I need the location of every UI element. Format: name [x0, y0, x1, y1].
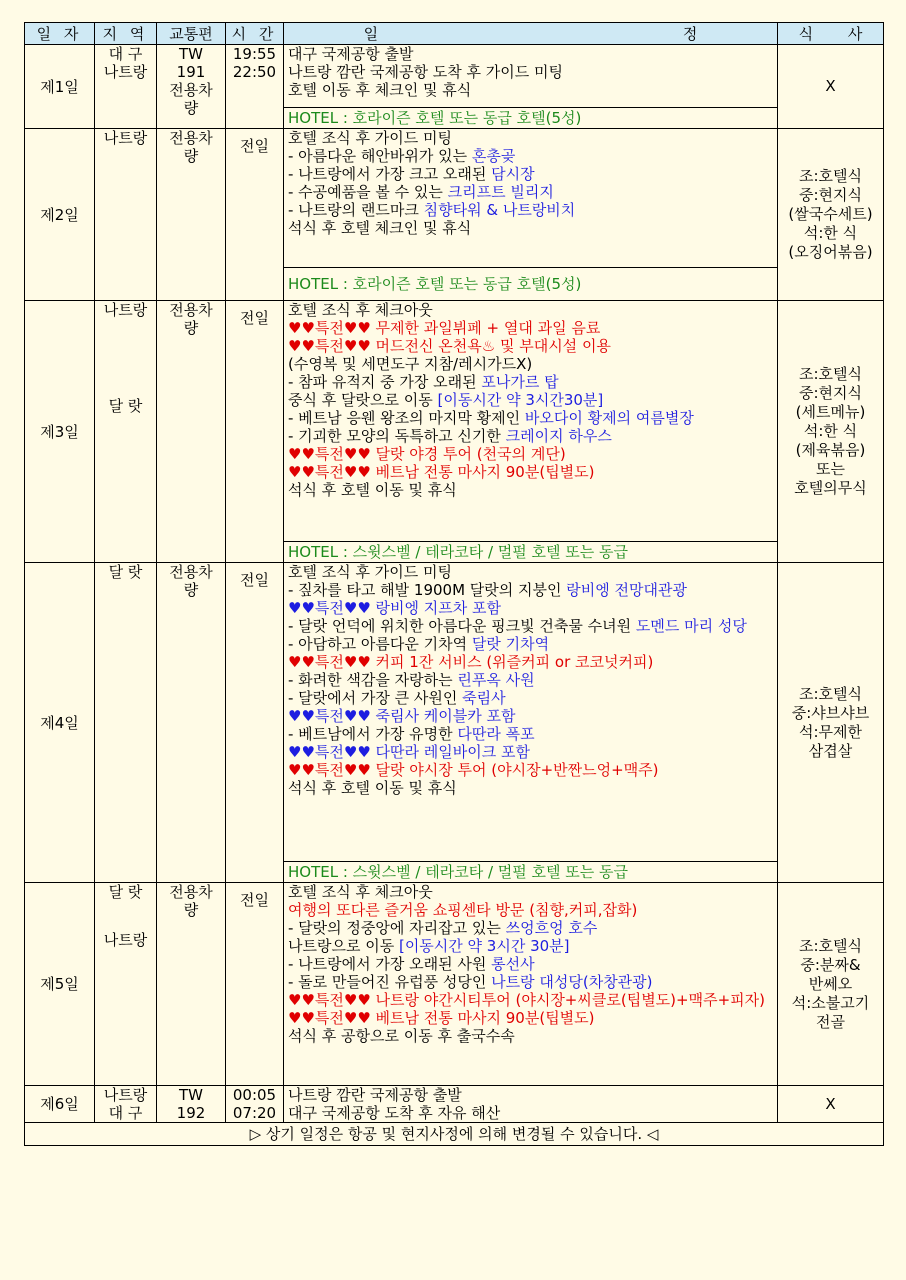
schedule-highlight: 침향타워 & 나트랑비치 — [423, 201, 576, 219]
transport-line: 량 — [183, 99, 199, 117]
schedule-cell — [284, 45, 778, 108]
schedule-text: ♥♥특전♥♥ 무제한 과일뷔페 + 열대 과일 음료 — [288, 319, 601, 337]
day-label: 제5일 — [25, 883, 95, 1086]
schedule-text: - 아름다운 해안바위가 있는 — [288, 147, 472, 165]
transport-cell — [157, 1086, 226, 1123]
transport-line: 량 — [183, 581, 199, 599]
schedule-text: ♥♥특전♥♥ 달랏 야경 투어 (천국의 계단) — [288, 445, 566, 463]
schedule-text: ♥♥특전♥♥ 나트랑 야간시티투어 (야시장+씨클로(팁별도)+맥주+피자) — [288, 991, 765, 1009]
schedule-text: - 화려한 색감을 자랑하는 — [288, 671, 458, 689]
schedule-text: 호텔 이동 후 체크인 및 휴식 — [288, 81, 472, 99]
schedule-text: ♥♥특전♥♥ 커피 1잔 서비스 (위즐커피 or 코코넛커피) — [288, 653, 654, 671]
region-line: 달 랏 — [108, 563, 143, 581]
time-line: 07:20 — [232, 1104, 277, 1122]
transport-line: 량 — [183, 319, 199, 337]
schedule-text: - 아담하고 아름다운 기차역 — [288, 635, 472, 653]
schedule-line — [288, 165, 777, 183]
region-line: 달 랏 — [108, 883, 143, 901]
schedule-line — [288, 581, 777, 599]
schedule-text: - 달랏의 정중앙에 자리잡고 있는 — [288, 919, 506, 937]
schedule-text: - 나트랑에서 가장 크고 오래된 — [288, 165, 492, 183]
schedule-line — [288, 445, 777, 463]
schedule-line — [288, 599, 777, 617]
schedule-highlight: [이동시간 약 3시간30분] — [437, 391, 604, 409]
time-cell — [226, 45, 284, 129]
schedule-line — [288, 409, 777, 427]
meal-line: 전골 — [816, 1012, 845, 1031]
schedule-line — [288, 391, 777, 409]
meal-line: 중:현지식 — [798, 186, 862, 204]
schedule-line — [288, 81, 777, 99]
meal-line: 석:한 식 — [803, 224, 858, 242]
hotel-line: HOTEL : 호라이즌 호텔 또는 동급 호텔(5성) — [284, 268, 778, 301]
schedule-line — [288, 337, 777, 355]
header-row — [25, 23, 884, 45]
schedule-line — [288, 973, 777, 991]
transport-line: 전용차 — [169, 563, 213, 581]
meal-line: 석:무제한 — [798, 722, 862, 741]
meal-line: 석:한 식 — [803, 422, 858, 440]
schedule-line — [288, 919, 777, 937]
schedule-text: ♥♥특전♥♥ 달랏 야시장 투어 (야시장+반짠느엉+맥주) — [288, 761, 659, 779]
schedule-line — [288, 319, 777, 337]
schedule-line — [288, 901, 777, 919]
schedule-highlight: 담시장 — [491, 165, 535, 183]
schedule-line — [288, 427, 777, 445]
schedule-highlight: 롱선사 — [491, 955, 535, 973]
schedule-text: 호텔 조식 후 체크아웃 — [288, 883, 433, 901]
schedule-highlight: 나트랑 대성당(차창관광) — [491, 973, 653, 991]
schedule-text: 대구 국제공항 출발 — [288, 45, 414, 63]
transport-cell — [157, 563, 226, 883]
time-line: 전일 — [240, 891, 269, 909]
meal-line: 또는 — [816, 460, 845, 478]
day-row — [25, 301, 884, 542]
meal-line: (세트메뉴) — [795, 403, 866, 421]
schedule-highlight: 포나가르 탑 — [481, 373, 559, 391]
time-line: 22:50 — [232, 63, 277, 81]
meal-line: 호텔의무식 — [794, 479, 867, 497]
schedule-text: 석식 후 호텔 체크인 및 휴식 — [288, 219, 472, 237]
region-line: 나트랑 — [103, 931, 148, 949]
region-line: 나트랑 — [103, 63, 148, 81]
schedule-text: 나트랑 깜란 국제공항 도착 후 가이드 미팅 — [288, 63, 563, 81]
region-line: 대 구 — [108, 45, 143, 63]
schedule-text: - 나트랑의 랜드마크 — [288, 201, 424, 219]
schedule-highlight: 린푸옥 사원 — [457, 671, 535, 689]
meal-cell — [778, 45, 884, 129]
schedule-line — [288, 1086, 777, 1104]
schedule-highlight: 죽림사 — [462, 689, 506, 707]
day-row — [25, 129, 884, 268]
meal-line: 조:호텔식 — [798, 167, 862, 185]
meal-line: 중:분짜& — [800, 955, 861, 974]
region-cell — [95, 129, 157, 301]
schedule-highlight: 크레이지 하우스 — [505, 427, 612, 445]
schedule-line — [288, 937, 777, 955]
meal-cell — [778, 883, 884, 1086]
schedule-text: 나트랑 깜란 국제공항 출발 — [288, 1086, 462, 1104]
schedule-cell — [284, 301, 778, 542]
meal-line: 석:소불고기 — [791, 993, 870, 1012]
schedule-line — [288, 883, 777, 901]
schedule-line — [288, 725, 777, 743]
transport-line: 전용차 — [169, 301, 213, 319]
schedule-line — [288, 743, 777, 761]
schedule-line — [288, 707, 777, 725]
schedule-line — [288, 617, 777, 635]
header-region: 지 역 — [95, 23, 157, 45]
schedule-highlight: 도멘드 마리 성당 — [635, 617, 747, 635]
meal-line: (오징어볶음) — [788, 243, 873, 261]
schedule-line — [288, 129, 777, 147]
schedule-text: 여행의 또다른 즐거움 쇼핑센타 방문 (침향,커피,잡화) — [288, 901, 638, 919]
meal-line: 조:호텔식 — [798, 684, 862, 703]
region-cell — [95, 45, 157, 129]
schedule-text: ♥♥특전♥♥ 머드전신 온천욕♨ 및 부대시설 이용 — [288, 337, 611, 355]
time-line: 전일 — [240, 309, 269, 327]
header-transport: 교통편 — [157, 23, 226, 45]
schedule-cell — [284, 129, 778, 268]
region-cell — [95, 301, 157, 563]
transport-line: 전용차 — [169, 883, 213, 901]
schedule-line — [288, 991, 777, 1009]
day-label: 제4일 — [25, 563, 95, 883]
hotel-line: HOTEL : 스윗스벨 / 테라코타 / 멀펄 호텔 또는 동급 — [284, 862, 778, 883]
header-schedule: 일 정 — [284, 23, 778, 45]
schedule-line — [288, 689, 777, 707]
region-cell — [95, 1086, 157, 1123]
schedule-text: 중식 후 달랏으로 이동 — [288, 391, 438, 409]
schedule-line — [288, 147, 777, 165]
transport-line: 전용차 — [169, 129, 213, 147]
schedule-text: 석식 후 공항으로 이동 후 출국수속 — [288, 1027, 515, 1045]
schedule-line — [288, 219, 777, 237]
hotel-line: HOTEL : 호라이즌 호텔 또는 동급 호텔(5성) — [284, 108, 778, 129]
schedule-text: 호텔 조식 후 가이드 미팅 — [288, 129, 452, 147]
region-line: 나트랑 — [103, 1086, 148, 1104]
meal-cell — [778, 1086, 884, 1123]
itinerary-table — [24, 22, 884, 1146]
meal-line: (쌀국수세트) — [788, 205, 873, 223]
schedule-line — [288, 63, 777, 81]
schedule-line — [288, 355, 777, 373]
hotel-line: HOTEL : 스윗스벨 / 테라코타 / 멀펄 호텔 또는 동급 — [284, 542, 778, 563]
schedule-text: - 수공예품을 볼 수 있는 — [288, 183, 448, 201]
region-cell — [95, 563, 157, 883]
meal-line: 삼겹살 — [808, 741, 853, 760]
schedule-line — [288, 653, 777, 671]
schedule-text: - 기괴한 모양의 독특하고 신기한 — [288, 427, 506, 445]
schedule-text: - 짚차를 타고 해발 1900M 달랏의 지붕인 — [288, 581, 567, 599]
region-line: 나트랑 — [103, 301, 148, 319]
schedule-highlight: [이동시간 약 3시간 30분] — [398, 937, 570, 955]
schedule-text: 호텔 조식 후 가이드 미팅 — [288, 563, 452, 581]
meal-cell — [778, 301, 884, 563]
schedule-text: - 참파 유적지 중 가장 오래된 — [288, 373, 482, 391]
schedule-text: 대구 국제공항 도착 후 자유 해산 — [288, 1104, 501, 1122]
schedule-line — [288, 481, 777, 499]
day-label: 제6일 — [25, 1086, 95, 1123]
region-line: 나트랑 — [103, 129, 148, 147]
meal-cell — [778, 563, 884, 883]
schedule-cell — [284, 1086, 778, 1123]
schedule-text: - 베트남에서 가장 유명한 — [288, 725, 458, 743]
schedule-cell — [284, 883, 778, 1086]
schedule-line — [288, 373, 777, 391]
schedule-text: ♥♥특전♥♥ 랑비엥 지프차 포함 — [288, 599, 501, 617]
transport-cell — [157, 45, 226, 129]
schedule-text: ♥♥특전♥♥ 죽림사 케이블카 포함 — [288, 707, 516, 725]
schedule-line — [288, 671, 777, 689]
day-label: 제3일 — [25, 301, 95, 563]
schedule-text: 석식 후 호텔 이동 및 휴식 — [288, 779, 457, 797]
day-row — [25, 883, 884, 1086]
schedule-highlight: 달랏 기차역 — [471, 635, 550, 653]
schedule-line — [288, 955, 777, 973]
transport-line: 191 — [176, 63, 206, 81]
schedule-highlight: 랑비엥 전망대관광 — [566, 581, 687, 599]
region-cell — [95, 883, 157, 1086]
schedule-text: ♥♥특전♥♥ 다딴라 레일바이크 포함 — [288, 743, 530, 761]
transport-line: TW — [179, 45, 203, 63]
schedule-text: - 달랏 언덕에 위치한 아름다운 핑크빛 건축물 수녀원 — [288, 617, 636, 635]
schedule-line — [288, 1009, 777, 1027]
schedule-highlight: 크리프트 빌리지 — [447, 183, 554, 201]
header-day: 일 자 — [25, 23, 95, 45]
schedule-highlight: 다딴라 폭포 — [457, 725, 535, 743]
schedule-line — [288, 463, 777, 481]
schedule-highlight: 바오다이 황제의 여름별장 — [524, 409, 694, 427]
header-meal: 식 사 — [778, 23, 884, 45]
schedule-text: 나트랑으로 이동 — [288, 937, 399, 955]
schedule-line — [288, 201, 777, 219]
time-cell — [226, 129, 284, 301]
transport-line: TW — [179, 1086, 203, 1104]
meal-line: 조:호텔식 — [798, 936, 862, 955]
meal-line: 조:호텔식 — [798, 365, 862, 383]
schedule-highlight: 혼총곶 — [471, 147, 516, 165]
schedule-cell — [284, 563, 778, 862]
schedule-line — [288, 563, 777, 581]
day-row — [25, 1086, 884, 1123]
header-time: 시 간 — [226, 23, 284, 45]
time-cell — [226, 1086, 284, 1123]
schedule-line — [288, 1104, 777, 1122]
schedule-line — [288, 1027, 777, 1045]
meal-line: 반쎄오 — [808, 974, 853, 993]
day-row — [25, 563, 884, 862]
footer-note: ▷ 상기 일정은 항공 및 현지사정에 의해 변경될 수 있습니다. ◁ — [25, 1123, 884, 1146]
schedule-line — [288, 45, 777, 63]
day-label: 제2일 — [25, 129, 95, 301]
meal-line: X — [825, 77, 836, 95]
schedule-text: 호텔 조식 후 체크아웃 — [288, 301, 433, 319]
schedule-text: - 돌로 만들어진 유럽풍 성당인 — [288, 973, 492, 991]
schedule-text: 석식 후 호텔 이동 및 휴식 — [288, 481, 457, 499]
region-line: 대 구 — [108, 1104, 143, 1122]
region-line: 달 랏 — [108, 397, 143, 415]
time-cell — [226, 301, 284, 563]
schedule-line — [288, 635, 777, 653]
day-label: 제1일 — [25, 45, 95, 129]
day-row — [25, 45, 884, 108]
schedule-line — [288, 301, 777, 319]
transport-cell — [157, 301, 226, 563]
transport-line: 전용차 — [169, 81, 213, 99]
schedule-text: ♥♥특전♥♥ 베트남 전통 마사지 90분(팁별도) — [288, 463, 595, 481]
transport-line: 192 — [176, 1104, 206, 1122]
meal-cell — [778, 129, 884, 301]
time-line: 00:05 — [232, 1086, 277, 1104]
footer-row — [25, 1123, 884, 1146]
schedule-line — [288, 779, 777, 797]
meal-line: (제육볶음) — [795, 441, 866, 459]
time-cell — [226, 883, 284, 1086]
meal-line: 중:현지식 — [798, 384, 862, 402]
transport-cell — [157, 883, 226, 1086]
time-line: 19:55 — [232, 45, 277, 63]
meal-line: X — [825, 1094, 836, 1113]
schedule-text: (수영복 및 세면도구 지참/레시가드X) — [288, 355, 533, 373]
time-cell — [226, 563, 284, 883]
transport-line: 량 — [183, 147, 199, 165]
schedule-text: - 나트랑에서 가장 오래된 사원 — [288, 955, 492, 973]
meal-line: 중:샤브샤브 — [791, 703, 870, 722]
schedule-text: - 달랏에서 가장 큰 사원인 — [288, 689, 463, 707]
schedule-text: ♥♥특전♥♥ 베트남 전통 마사지 90분(팁별도) — [288, 1009, 595, 1027]
transport-cell — [157, 129, 226, 301]
transport-line: 량 — [183, 901, 199, 919]
schedule-highlight: 쓰엉흐엉 호수 — [505, 919, 598, 937]
schedule-line — [288, 183, 777, 201]
time-line: 전일 — [240, 137, 269, 155]
schedule-line — [288, 761, 777, 779]
schedule-text: - 베트남 응웬 왕조의 마지막 황제인 — [288, 409, 525, 427]
time-line: 전일 — [240, 571, 269, 589]
